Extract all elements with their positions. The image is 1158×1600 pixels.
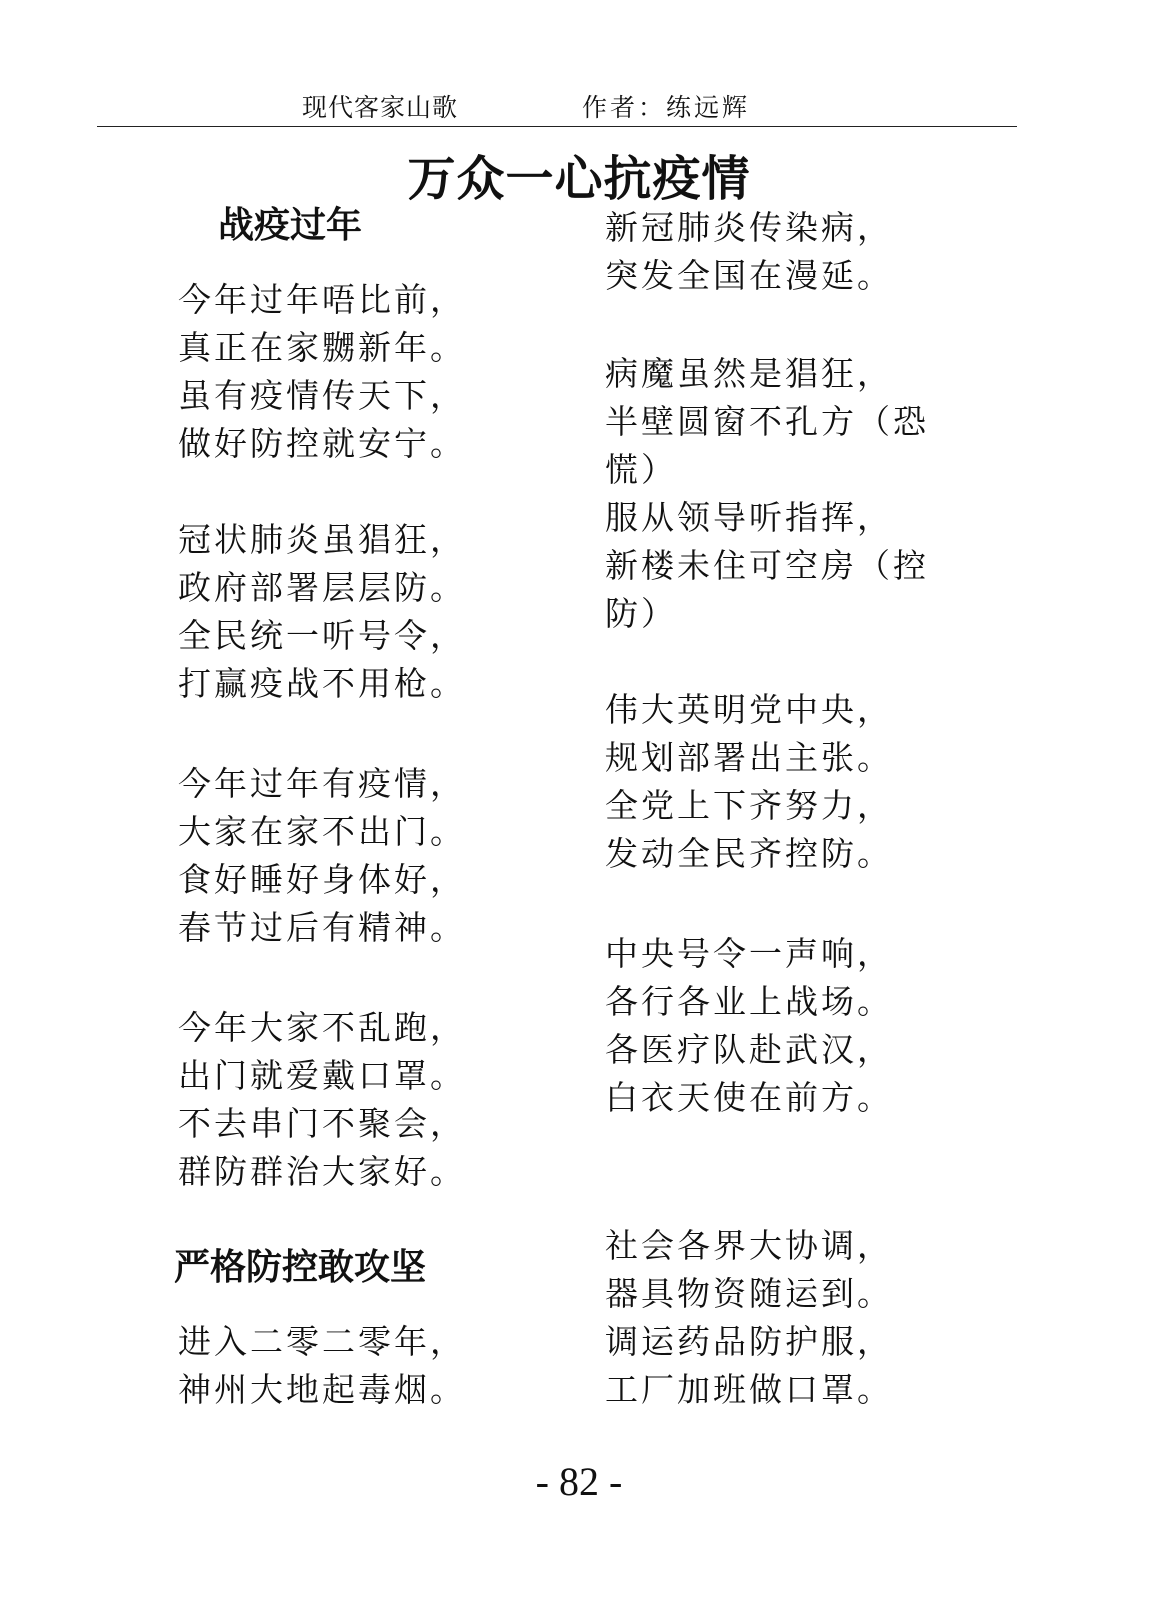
poem-line: 做好防控就安宁。 bbox=[178, 424, 466, 463]
poem1-stanza-3 bbox=[178, 760, 598, 952]
poem-line: 各行各业上战场。 bbox=[605, 982, 893, 1021]
poem-line: 出门就爱戴口罩。 bbox=[178, 1056, 466, 1095]
poem-line: 发动全民齐控防。 bbox=[605, 834, 893, 873]
poem-line: 春节过后有精神。 bbox=[178, 908, 466, 947]
poem-line: 伟大英明党中央， bbox=[605, 690, 893, 729]
poem-line: 服从领导听指挥， bbox=[605, 498, 893, 537]
poem1-title: 战疫过年 bbox=[218, 205, 363, 246]
poem2-stanza-3 bbox=[605, 350, 975, 638]
page-number: - 82 - bbox=[535, 1459, 623, 1504]
poem-line: 白衣天使在前方。 bbox=[605, 1078, 893, 1117]
poem-line: 进入二零二零年， bbox=[178, 1322, 466, 1361]
poem-line: 大家在家不出门。 bbox=[178, 812, 466, 851]
running-header bbox=[0, 84, 1158, 124]
poem2-stanza-1 bbox=[178, 1318, 598, 1414]
poem-line: 调运药品防护服， bbox=[605, 1322, 893, 1361]
author-credit: 作者：练远辉 bbox=[582, 93, 751, 122]
poem-line: 工厂加班做口罩。 bbox=[605, 1370, 893, 1409]
poem-line: 政府部署层层防。 bbox=[178, 568, 466, 607]
poem2-stanza-6 bbox=[605, 1222, 975, 1414]
poem-line: 器具物资随运到。 bbox=[605, 1274, 893, 1313]
poem-line: 全党上下齐努力， bbox=[605, 786, 893, 825]
poem-line: 今年大家不乱跑， bbox=[178, 1008, 466, 1047]
poem-line: 新楼未住可空房（控防） bbox=[605, 546, 929, 633]
page-title: 万众一心抗疫情 bbox=[407, 151, 751, 207]
poem-line: 各医疗队赴武汉， bbox=[605, 1030, 893, 1069]
poem1-stanza-4 bbox=[178, 1004, 598, 1196]
poem-line: 真正在家嬲新年。 bbox=[178, 328, 466, 367]
right-column bbox=[605, 204, 975, 1414]
poem-line: 新冠肺炎传染病， bbox=[605, 208, 893, 247]
poem2-stanza-2 bbox=[605, 204, 975, 300]
poem-line: 半壁圆窗不孔方（恐慌） bbox=[605, 402, 929, 489]
poem2-title: 严格防控敢攻坚 bbox=[174, 1247, 427, 1288]
poem-line: 病魔虽然是猖狂， bbox=[605, 354, 893, 393]
poem-line: 食好睡好身体好， bbox=[178, 860, 466, 899]
poem-line: 规划部署出主张。 bbox=[605, 738, 893, 777]
poem2-stanza-4 bbox=[605, 686, 975, 878]
poem2-stanza-5 bbox=[605, 930, 975, 1122]
poem-line: 全民统一听号令， bbox=[178, 616, 466, 655]
poem-line: 社会各界大协调， bbox=[605, 1226, 893, 1265]
book-title: 现代客家山歌 bbox=[302, 93, 459, 122]
poem1-stanza-2 bbox=[178, 516, 598, 708]
poem-line: 神州大地起毒烟。 bbox=[178, 1370, 466, 1409]
poem-line: 中央号令一声响， bbox=[605, 934, 893, 973]
poem-line: 打赢疫战不用枪。 bbox=[178, 664, 466, 703]
header-rule bbox=[97, 126, 1017, 127]
poem-line: 虽有疫情传天下， bbox=[178, 376, 466, 415]
poem-line: 突发全国在漫延。 bbox=[605, 256, 893, 295]
poem-line: 群防群治大家好。 bbox=[178, 1152, 466, 1191]
left-column bbox=[174, 204, 598, 1414]
poem-line: 不去串门不聚会， bbox=[178, 1104, 466, 1143]
poem-line: 冠状肺炎虽猖狂， bbox=[178, 520, 466, 559]
poem1-stanza-1 bbox=[178, 276, 598, 468]
poem-line: 今年过年有疫情， bbox=[178, 764, 466, 803]
poem-line: 今年过年唔比前， bbox=[178, 280, 466, 319]
